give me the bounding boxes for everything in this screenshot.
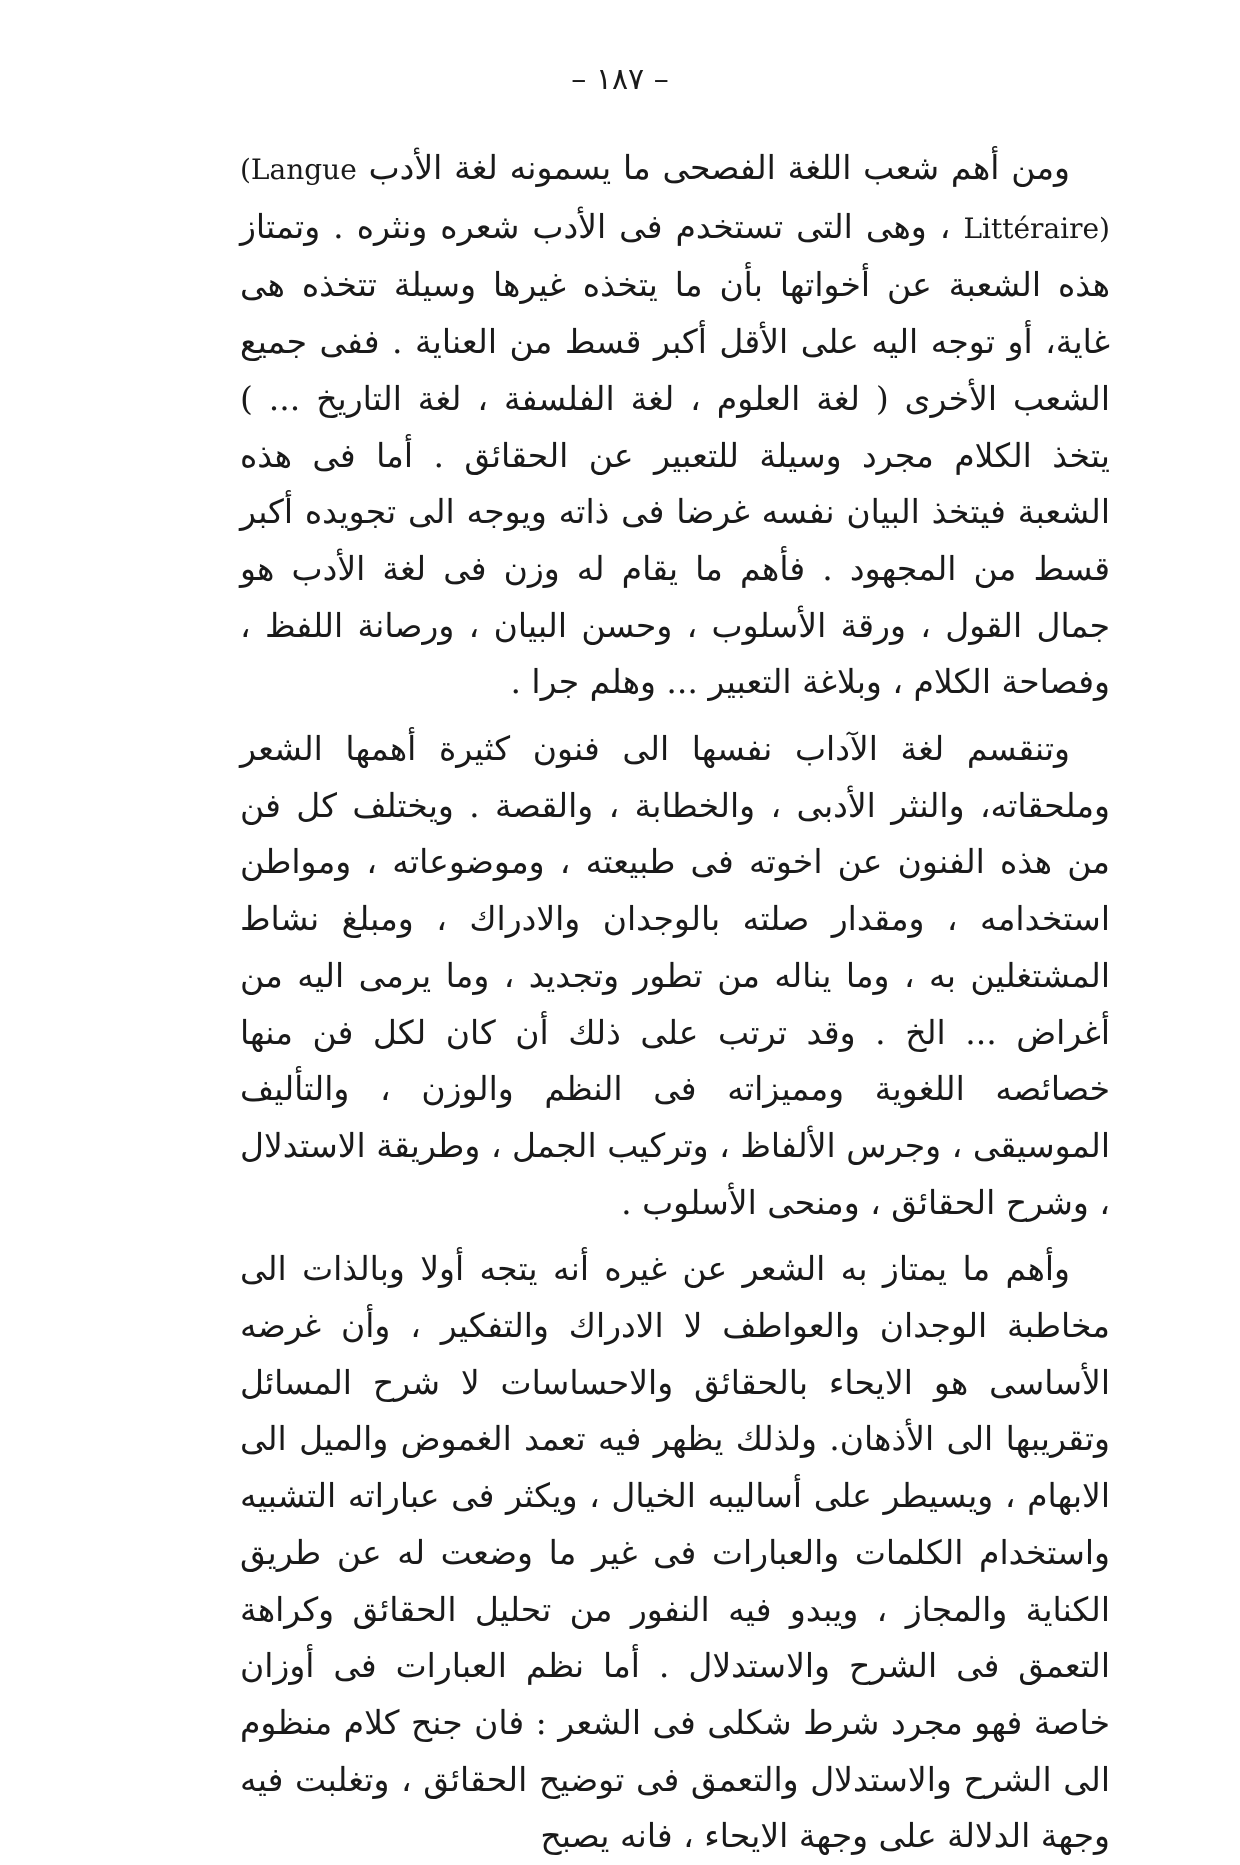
paragraph-text: ، وهى التى تستخدم فى الأدب شعره ونثره . وتمتاز هذه الشعبة عن أخواتها بأن ما يتخذه غيرها وسيلة تتخذه هى غاية، أو توجه اليه على الأقل أكبر قسط من العناية . ففى جميع الشعب الأخرى ( لغة العلوم ، لغة الفلسفة ، لغة التاريخ ... ) يتخذ الكلام مجرد وسيلة للتعبير عن الحقائق . أما فى هذه الشعبة فيتخذ البيان نفسه غرضا فى ذاته ويوجه الى تجويده أكبر قسط من المجهود . فأهم ما يقام له وزن فى لغة الأدب هو جمال القول ، ورقة الأسلوب ، وحسن البيان ، ورصانة اللفظ ، وفصاحة الكلام ، وبلاغة التعبير ... وهلم جرا . [240, 206, 1110, 702]
body-text [240, 140, 1110, 1865]
latin-term: (Langue Littéraire) [240, 153, 1110, 245]
paragraph-poetry: وأهم ما يمتاز به الشعر عن غيره أنه يتجه أولا وبالذات الى مخاطبة الوجدان والعواطف لا الادراك والتفكير ، وأن غرضه الأساسى هو الايحاء بالحقائق والاحساسات لا شرح المسائل وتقريبها الى الأذهان. ولذلك يظهر فيه تعمد الغموض والميل الى الابهام ، ويسيطر على أساليبه الخيال ، ويكثر فى عباراته التشبيه واستخدام الكلمات والعبارات فى غير ما وضعت له عن طريق الكناية والمجاز ، ويبدو فيه النفور من تحليل الحقائق وكراهة التعمق فى الشرح والاستدلال . أما نظم العبارات فى أوزان خاصة فهو مجرد شرط شكلى فى الشعر : فان جنح كلام منظوم الى الشرح والاستدلال والتعمق فى توضيح الحقائق ، وتغلبت فيه وجهة الدلالة على وجهة الايحاء ، فانه يصبح [240, 1249, 1110, 1856]
paragraph-text: ومن أهم شعب اللغة الفصحى ما يسمونه لغة الأدب [368, 148, 1070, 187]
paragraph-literary-language [240, 140, 1110, 711]
paragraph-literary-arts: وتنقسم لغة الآداب نفسها الى فنون كثيرة أهمها الشعر وملحقاته، والنثر الأدبى ، والخطابة ، والقصة . ويختلف كل فن من هذه الفنون عن اخوته فى طبيعته ، وموضوعاته ، ومواطن استخدامه ، ومقدار صلته بالوجدان والادراك ، ومبلغ نشاط المشتغلين به ، وما يناله من تطور وتجديد ، وما يرمى اليه من أغراض ... الخ . وقد ترتب على ذلك أن كان لكل فن منها خصائصه اللغوية ومميزاته فى النظم والوزن ، والتأليف الموسيقى ، وجرس الألفاظ ، وتركيب الجمل ، وطريقة الاستدلال ، وشرح الحقائق ، ومنحى الأسلوب . [240, 729, 1110, 1222]
page-number: – ١٨٧ – [571, 62, 669, 97]
